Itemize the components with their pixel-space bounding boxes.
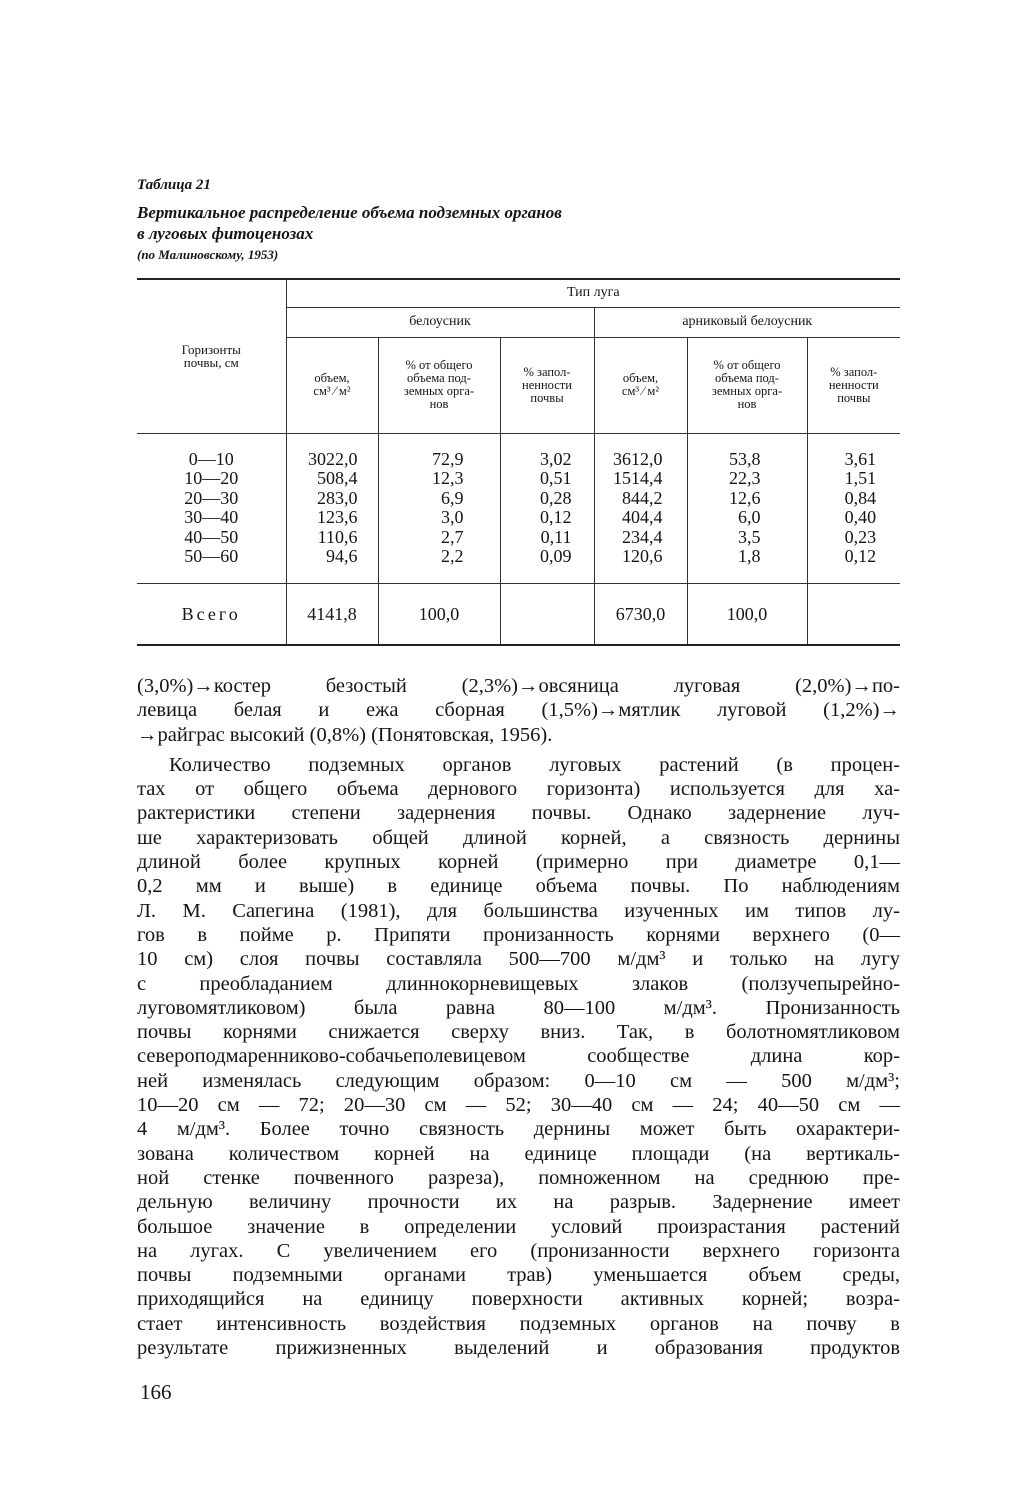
table-cell: 1514,4 [613, 468, 663, 488]
text-line: Количество подземных органов луговых растений (в процен- [169, 753, 900, 776]
text-line: 10—20 см — 72; 20—30 см — 52; 30—40 см — 24; 40—50 см — [137, 1094, 900, 1117]
table-title-line: Вертикальное распределение объема подземных органов [137, 203, 562, 222]
text-line: 10 см) слоя почвы составляла 500—700 м/дм³ и только на лугу [137, 948, 900, 971]
table-cell: 20—30 [184, 487, 239, 508]
table-cell: 120,6 [622, 546, 663, 566]
col-horizons [137, 433, 286, 583]
table-caption [137, 174, 737, 265]
text-line: ной стенке почвенного разреза), помноженном на среднюю пре- [137, 1166, 900, 1189]
text-line: рактеристики степени задернения почвы. Однако задернение луч- [137, 802, 900, 825]
table-cell: 234,4 [622, 526, 663, 547]
table-cell: 3022,0 [308, 448, 358, 469]
table-cell: 0,84 [844, 487, 877, 508]
text-line: почвы подземными органами трав) уменьшается объем среды, [137, 1264, 900, 1287]
body-text [137, 674, 900, 1360]
col-g1-volume [286, 433, 378, 583]
paragraph-1 [137, 674, 900, 747]
text-line: 4 м/дм³. Более точно связность дернины может быть охарактери- [137, 1118, 900, 1141]
table-source: (по Малиновскому, 1953) [137, 247, 279, 262]
table-cell: 3,02 [540, 448, 572, 469]
header-horizon: Горизонты почвы, см [137, 279, 286, 433]
header-g1-percent-fill: % запол- ненности почвы [500, 337, 594, 433]
header-group-beloysnik: белоусник [286, 307, 594, 337]
text-line: Л. М. Сапегина (1981), для большинства изученных им типов лу- [137, 899, 900, 922]
table-cell: 123,6 [317, 507, 358, 527]
text-line: длиной более крупных корней (примерно при диаметре 0,1— [137, 851, 900, 874]
table-title-line: в луговых фитоценозах [137, 224, 314, 243]
table-cell: 110,6 [317, 526, 358, 547]
text-line: тах от общего объема дернового горизонта) используется для ха- [137, 778, 900, 801]
text-line: результате прижизненных выделений и образования продуктов [137, 1337, 900, 1360]
table-cell: 3,0 [441, 507, 464, 527]
text-line: с преобладанием длиннокорневищевых злаков (ползучепырейно- [137, 972, 900, 995]
text-line: (3,0%)→костер безостый (2,3%)→овсяница луговая (2,0%)→по- [137, 675, 900, 697]
table-cell: 22,3 [729, 468, 761, 488]
table-cell: 40—50 [184, 526, 239, 547]
text-line: приходящийся на единицу поверхности активных корней; возра- [137, 1288, 900, 1311]
text-line: луговомятликовом) была равна 80—100 м/дм³. Пронизанность [137, 996, 900, 1019]
total-g2-volume: 6730,0 [594, 583, 687, 645]
header-g2-percent-total: % от общего объема под- земных орга- нов [687, 337, 807, 433]
text-line: дельную величину прочности их на разрыв. Задернение имеет [137, 1191, 900, 1214]
text-line: гов в пойме р. Припяти пронизанность корнями верхнего (0— [137, 923, 900, 946]
table-cell: 0,11 [540, 526, 572, 547]
table-cell: 2,2 [441, 546, 464, 566]
table-label: Таблица 21 [137, 177, 211, 193]
header-g2-volume: объем, см³ ⁄ м² [594, 337, 687, 433]
table-cell: 0,23 [844, 526, 877, 547]
header-g1-volume: объем, см³ ⁄ м² [286, 337, 378, 433]
text-line: североподмаренниково-собачьеполевицевом сообществе длина кор- [137, 1045, 900, 1068]
text-line: 0,2 мм и выше) в единице объема почвы. По наблюдениям [137, 875, 900, 898]
table-cell: 1,51 [844, 468, 877, 488]
text-line: ней изменялась следующим образом: 0—10 см — 500 м/дм³; [137, 1069, 900, 1092]
table-cell: 6,0 [738, 507, 761, 527]
paragraph-2 [137, 753, 900, 1360]
table-cell: 0,51 [540, 468, 572, 488]
table-cell: 1,8 [738, 546, 761, 566]
table-cell: 283,0 [317, 487, 358, 508]
total-g1-volume: 4141,8 [286, 583, 378, 645]
text-line: →райграс высокий (0,8%) (Понятовская, 1956). [137, 723, 553, 746]
table-cell: 30—40 [184, 507, 239, 527]
total-g1-percent: 100,0 [378, 583, 500, 645]
total-g2-fill-empty [807, 583, 900, 645]
table-cell: 0,28 [540, 487, 572, 508]
table-cell: 53,8 [729, 448, 761, 469]
col-g2-volume [594, 433, 687, 583]
table-cell: 508,4 [317, 468, 358, 488]
text-line: большое значение в определении условий произрастания растений [137, 1215, 900, 1238]
table-cell: 3,5 [738, 526, 761, 547]
total-g1-fill-empty [500, 583, 594, 645]
table-cell: 2,7 [441, 526, 464, 547]
header-g1-percent-total: % от общего объема под- земных орга- нов [378, 337, 500, 433]
text-line: почвы корнями снижается сверху вниз. Так, в болотномятликовом [137, 1021, 900, 1044]
text-line: ше характеризовать общей длиной корней, а связность дернины [137, 826, 900, 849]
data-table [137, 278, 900, 646]
table-cell: 0,12 [844, 546, 877, 566]
header-meadow-type: Тип луга [286, 279, 900, 307]
total-g2-percent: 100,0 [687, 583, 807, 645]
table-cell: 0,12 [540, 507, 572, 527]
header-group-arnica: арниковый белоусник [594, 307, 900, 337]
table-cell: 3,61 [844, 448, 877, 469]
col-g2-percent-fill [807, 433, 900, 583]
text-line: на лугах. С увеличением его (пронизанности верхнего горизонта [137, 1239, 900, 1262]
col-g2-percent-total [687, 433, 807, 583]
table-cell: 844,2 [622, 487, 663, 508]
table-cell: 12,6 [729, 487, 761, 508]
table-cell: 50—60 [184, 546, 239, 566]
table-cell: 0—10 [188, 448, 234, 469]
table-cell: 12,3 [432, 468, 464, 488]
table-cell: 10—20 [184, 468, 239, 488]
page-number: 166 [140, 1380, 172, 1404]
text-line: стает интенсивность воздействия подземных органов на почву в [137, 1312, 900, 1335]
table-cell: 404,4 [622, 507, 663, 527]
table-cell: 0,40 [844, 507, 877, 527]
table-title [137, 202, 737, 244]
col-g1-percent-total [378, 433, 500, 583]
table-cell: 3612,0 [613, 448, 663, 469]
header-g2-percent-fill: % запол- ненности почвы [807, 337, 900, 433]
col-g1-percent-fill [500, 433, 594, 583]
text-line: зована количеством корней на единице площади (на вертикаль- [137, 1142, 900, 1165]
table-cell: 0,09 [540, 546, 572, 566]
total-label: Всего [137, 583, 286, 645]
text-line: левица белая и ежа сборная (1,5%)→мятлик луговой (1,2%)→ [137, 699, 900, 722]
table-cell: 94,6 [326, 546, 358, 566]
table-cell: 6,9 [441, 487, 464, 508]
table-cell: 72,9 [432, 448, 464, 469]
